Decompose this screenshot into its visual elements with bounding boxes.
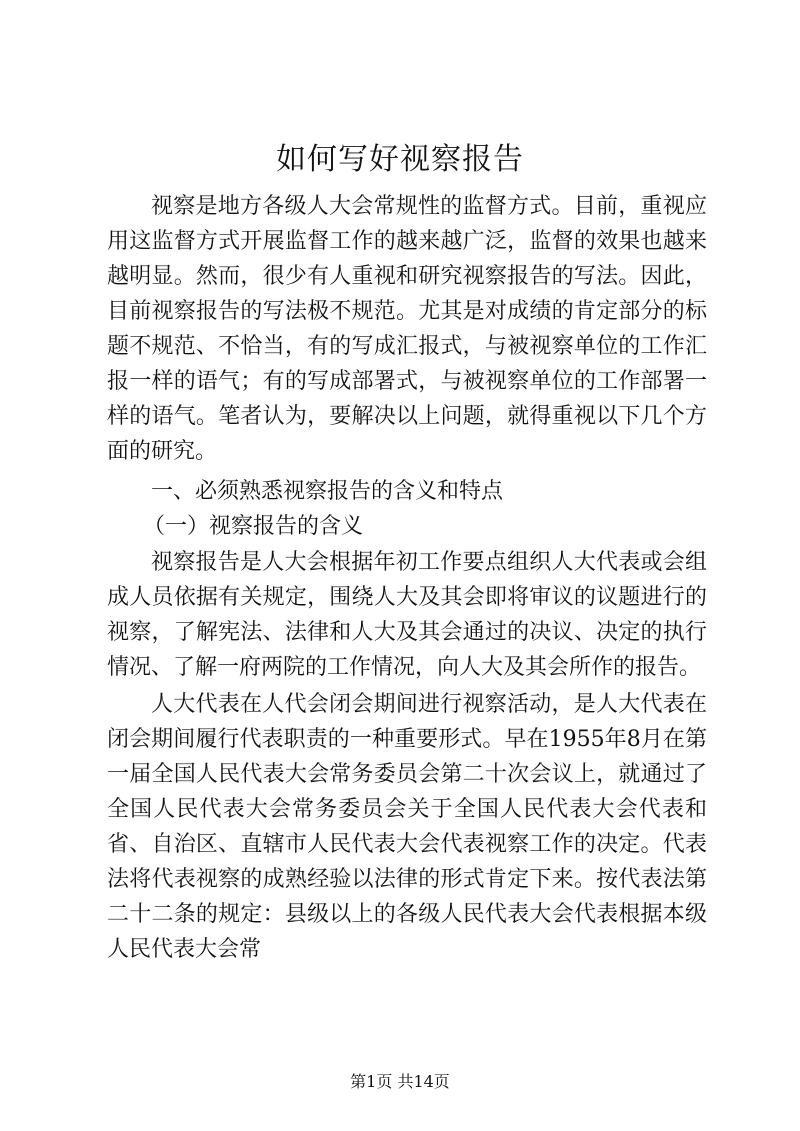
page-number-footer: 第1页 共14页 — [350, 1072, 450, 1091]
document-title: 如何写好视察报告 — [276, 142, 524, 177]
paragraph-definition: 视察报告是人大会根据年初工作要点组织人大代表或会组成人员依据有关规定，围绕人大及其会即将审议的议题进行的视察，了解宪法、法律和人大及其会通过的决议、决定的执行情况、了解一府两院的工作情况，向人大及其会所作的报告。 — [107, 550, 707, 680]
paragraph-intro: 视察是地方各级人大会常规性的监督方式。目前，重视应用这监督方式开展监督工作的越来越广泛，监督的效果也越来越明显。然而，很少有人重视和研究视察报告的写法。因此，目前视察报告的写法极不规范。尤其是对成绩的肯定部分的标题不规范、不恰当，有的写成汇报式，与被视察单位的工作汇报一样的语气；有的写成部署式，与被视察单位的工作部署一样的语气。笔者认为，要解决以上问题，就得重视以下几个方面的研究。 — [107, 194, 707, 464]
section-heading: 一、必须熟悉视察报告的含义和特点 — [151, 479, 504, 504]
paragraph-history: 人大代表在人代会闭会期间进行视察活动，是人大代表在闭会期间履行代表职责的一种重要形式。早在1955年8月在第一届全国人民代表大会常务委员会第二十次会议上，就通过了全国人民代表大会常务委员会关于全国人民代表大会代表和省、自治区、直辖市人民代表大会代表视察工作的决定。代表法将代表视察的成熟经验以法律的形式肯定下来。按代表法第二十二条的规定：县级以上的各级人民代表大会代表根据本级人民代表大会常 — [107, 692, 707, 962]
subsection-heading: （一）视察报告的含义 — [143, 514, 364, 539]
